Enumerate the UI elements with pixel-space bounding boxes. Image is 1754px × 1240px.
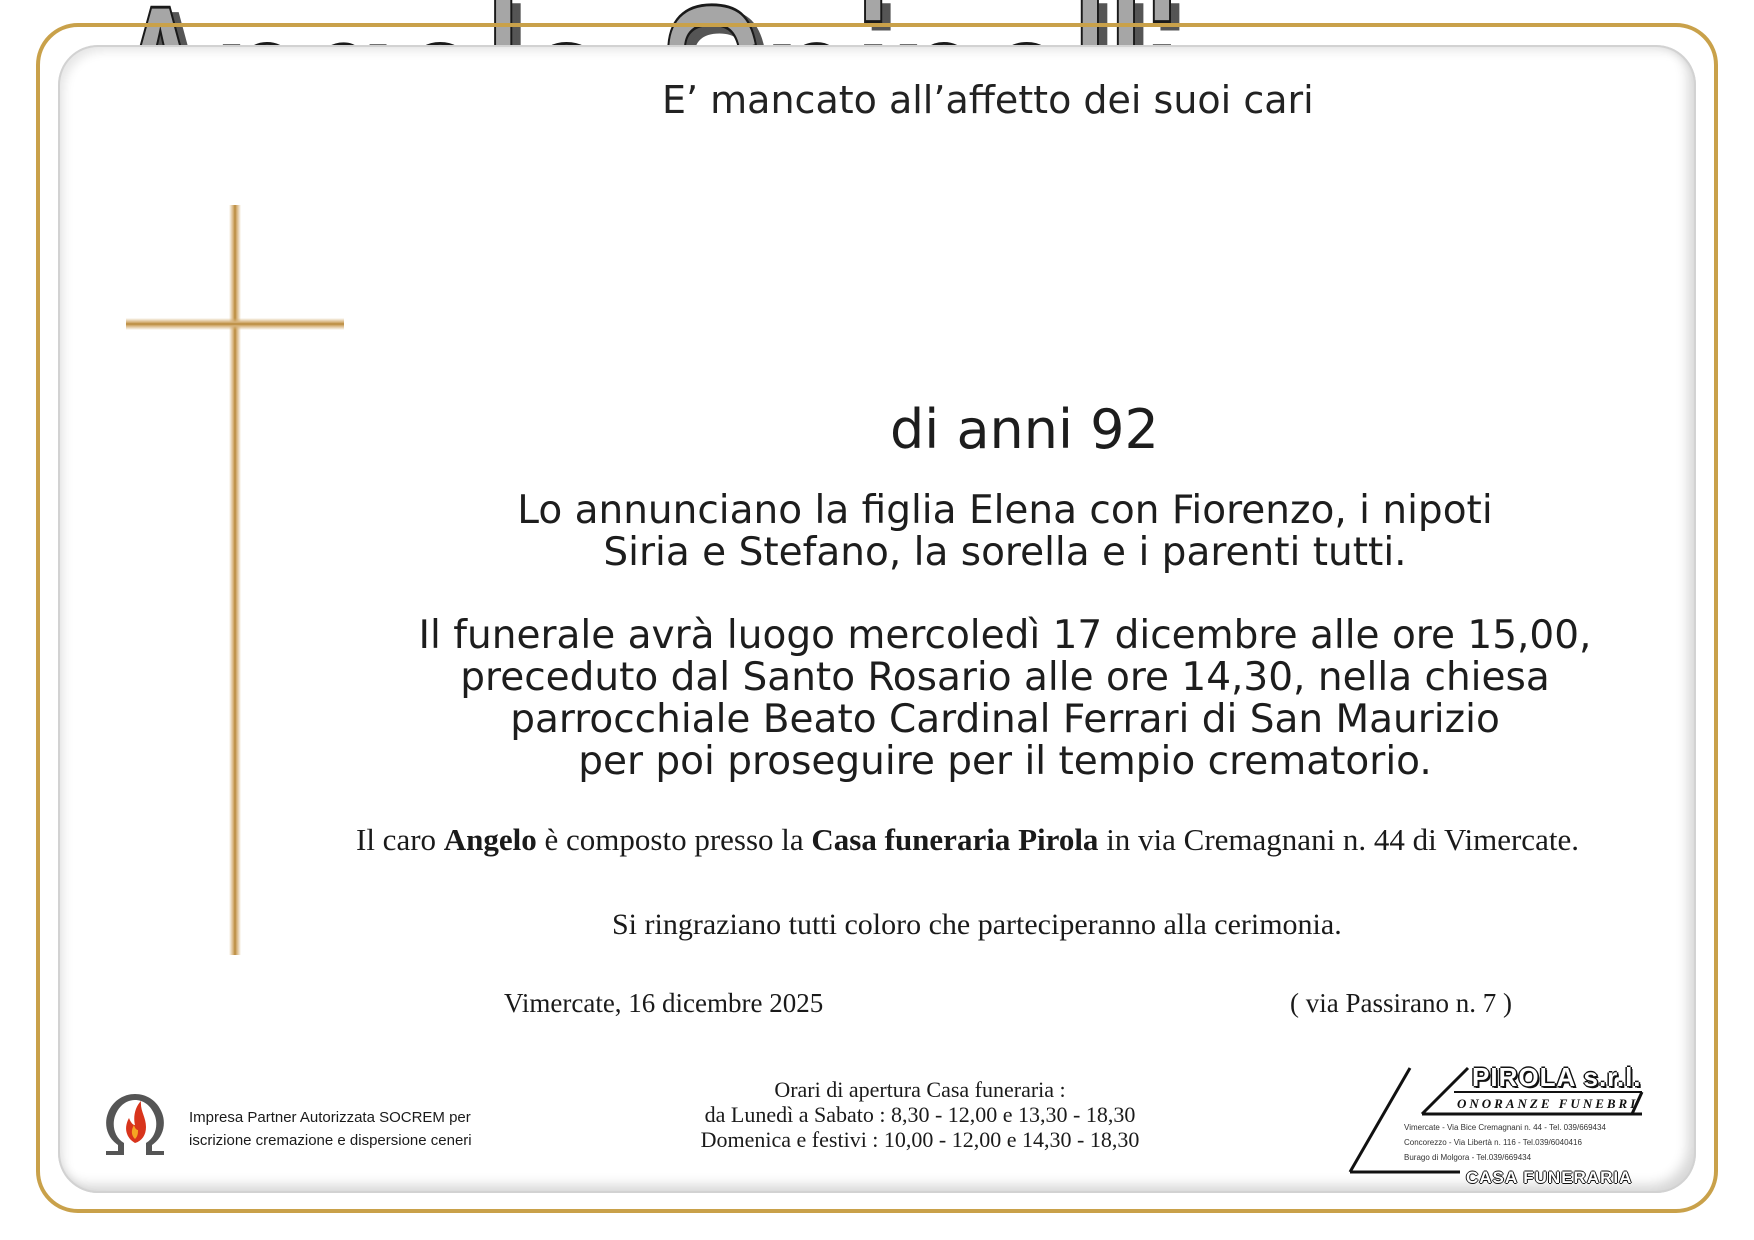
funeral-line: parrocchiale Beato Cardinal Ferrari di San Maurizio [510,697,1500,742]
announcement-line: Lo annunciano la figlia Elena con Fiorenzo, i nipoti [517,488,1493,533]
pirola-logo [1342,1062,1672,1192]
opening-hours-title: Orari di apertura Casa funeraria : [774,1077,1066,1102]
pirola-address-line: Concorezzo - Via Libertà n. 116 - Tel.039/6040416 [1404,1138,1582,1147]
age-line: di anni 92 [890,398,1159,461]
pirola-subtitle: ONORANZE FUNEBRI [1457,1096,1639,1111]
composto-line [356,822,1579,858]
thanks-line: Si ringraziano tutti coloro che parteciperanno alla cerimonia. [612,908,1342,941]
socrem-line: Impresa Partner Autorizzata SOCREM per [189,1109,471,1126]
opening-hours-holidays: Domenica e festivi : 10,00 - 12,00 e 14,30 - 18,30 [700,1127,1140,1152]
address-note: ( via Passirano n. 7 ) [1290,988,1512,1018]
pirola-company-name: PIROLA s.r.l. [1472,1062,1642,1092]
opening-hours [650,1077,1190,1152]
socrem-omega-flame-icon [100,1085,170,1161]
funeral-paragraph [360,615,1650,783]
pirola-casa-funeraria: CASA FUNERARIA [1466,1168,1633,1187]
place-date: Vimercate, 16 dicembre 2025 [504,988,824,1018]
pirola-addresses [1404,1120,1606,1165]
announcement-line: Siria e Stefano, la sorella e i parenti tutti. [603,530,1407,575]
funeral-line: per poi proseguire per il tempio crematorio. [578,739,1432,784]
composto-text: in via Cremagnani n. 44 di Vimercate. [1098,822,1579,857]
composto-name: Angelo [443,822,537,857]
composto-place: Casa funeraria Pirola [811,822,1099,857]
pirola-address-line: Vimercate - Via Bice Cremagnani n. 44 - Tel. 039/669434 [1404,1123,1606,1132]
opening-hours-weekdays: da Lunedì a Sabato : 8,30 - 12,00 e 13,30 - 18,30 [704,1102,1136,1127]
socrem-partner-text [189,1106,472,1152]
composto-text: è composto presso la [536,822,812,857]
socrem-line: iscrizione cremazione e dispersione ceneri [189,1132,472,1149]
funeral-line: preceduto dal Santo Rosario alle ore 14,30, nella chiesa [460,655,1550,700]
cross-icon-horizontal-beam [126,318,344,330]
composto-text: Il caro [356,822,444,857]
announcement-paragraph [360,490,1650,574]
intro-line: E’ mancato all’affetto dei suoi cari [662,78,1314,122]
pirola-address-line: Burago di Molgora - Tel.039/669434 [1404,1153,1532,1162]
funeral-line: Il funerale avrà luogo mercoledì 17 dicembre alle ore 15,00, [418,613,1592,658]
